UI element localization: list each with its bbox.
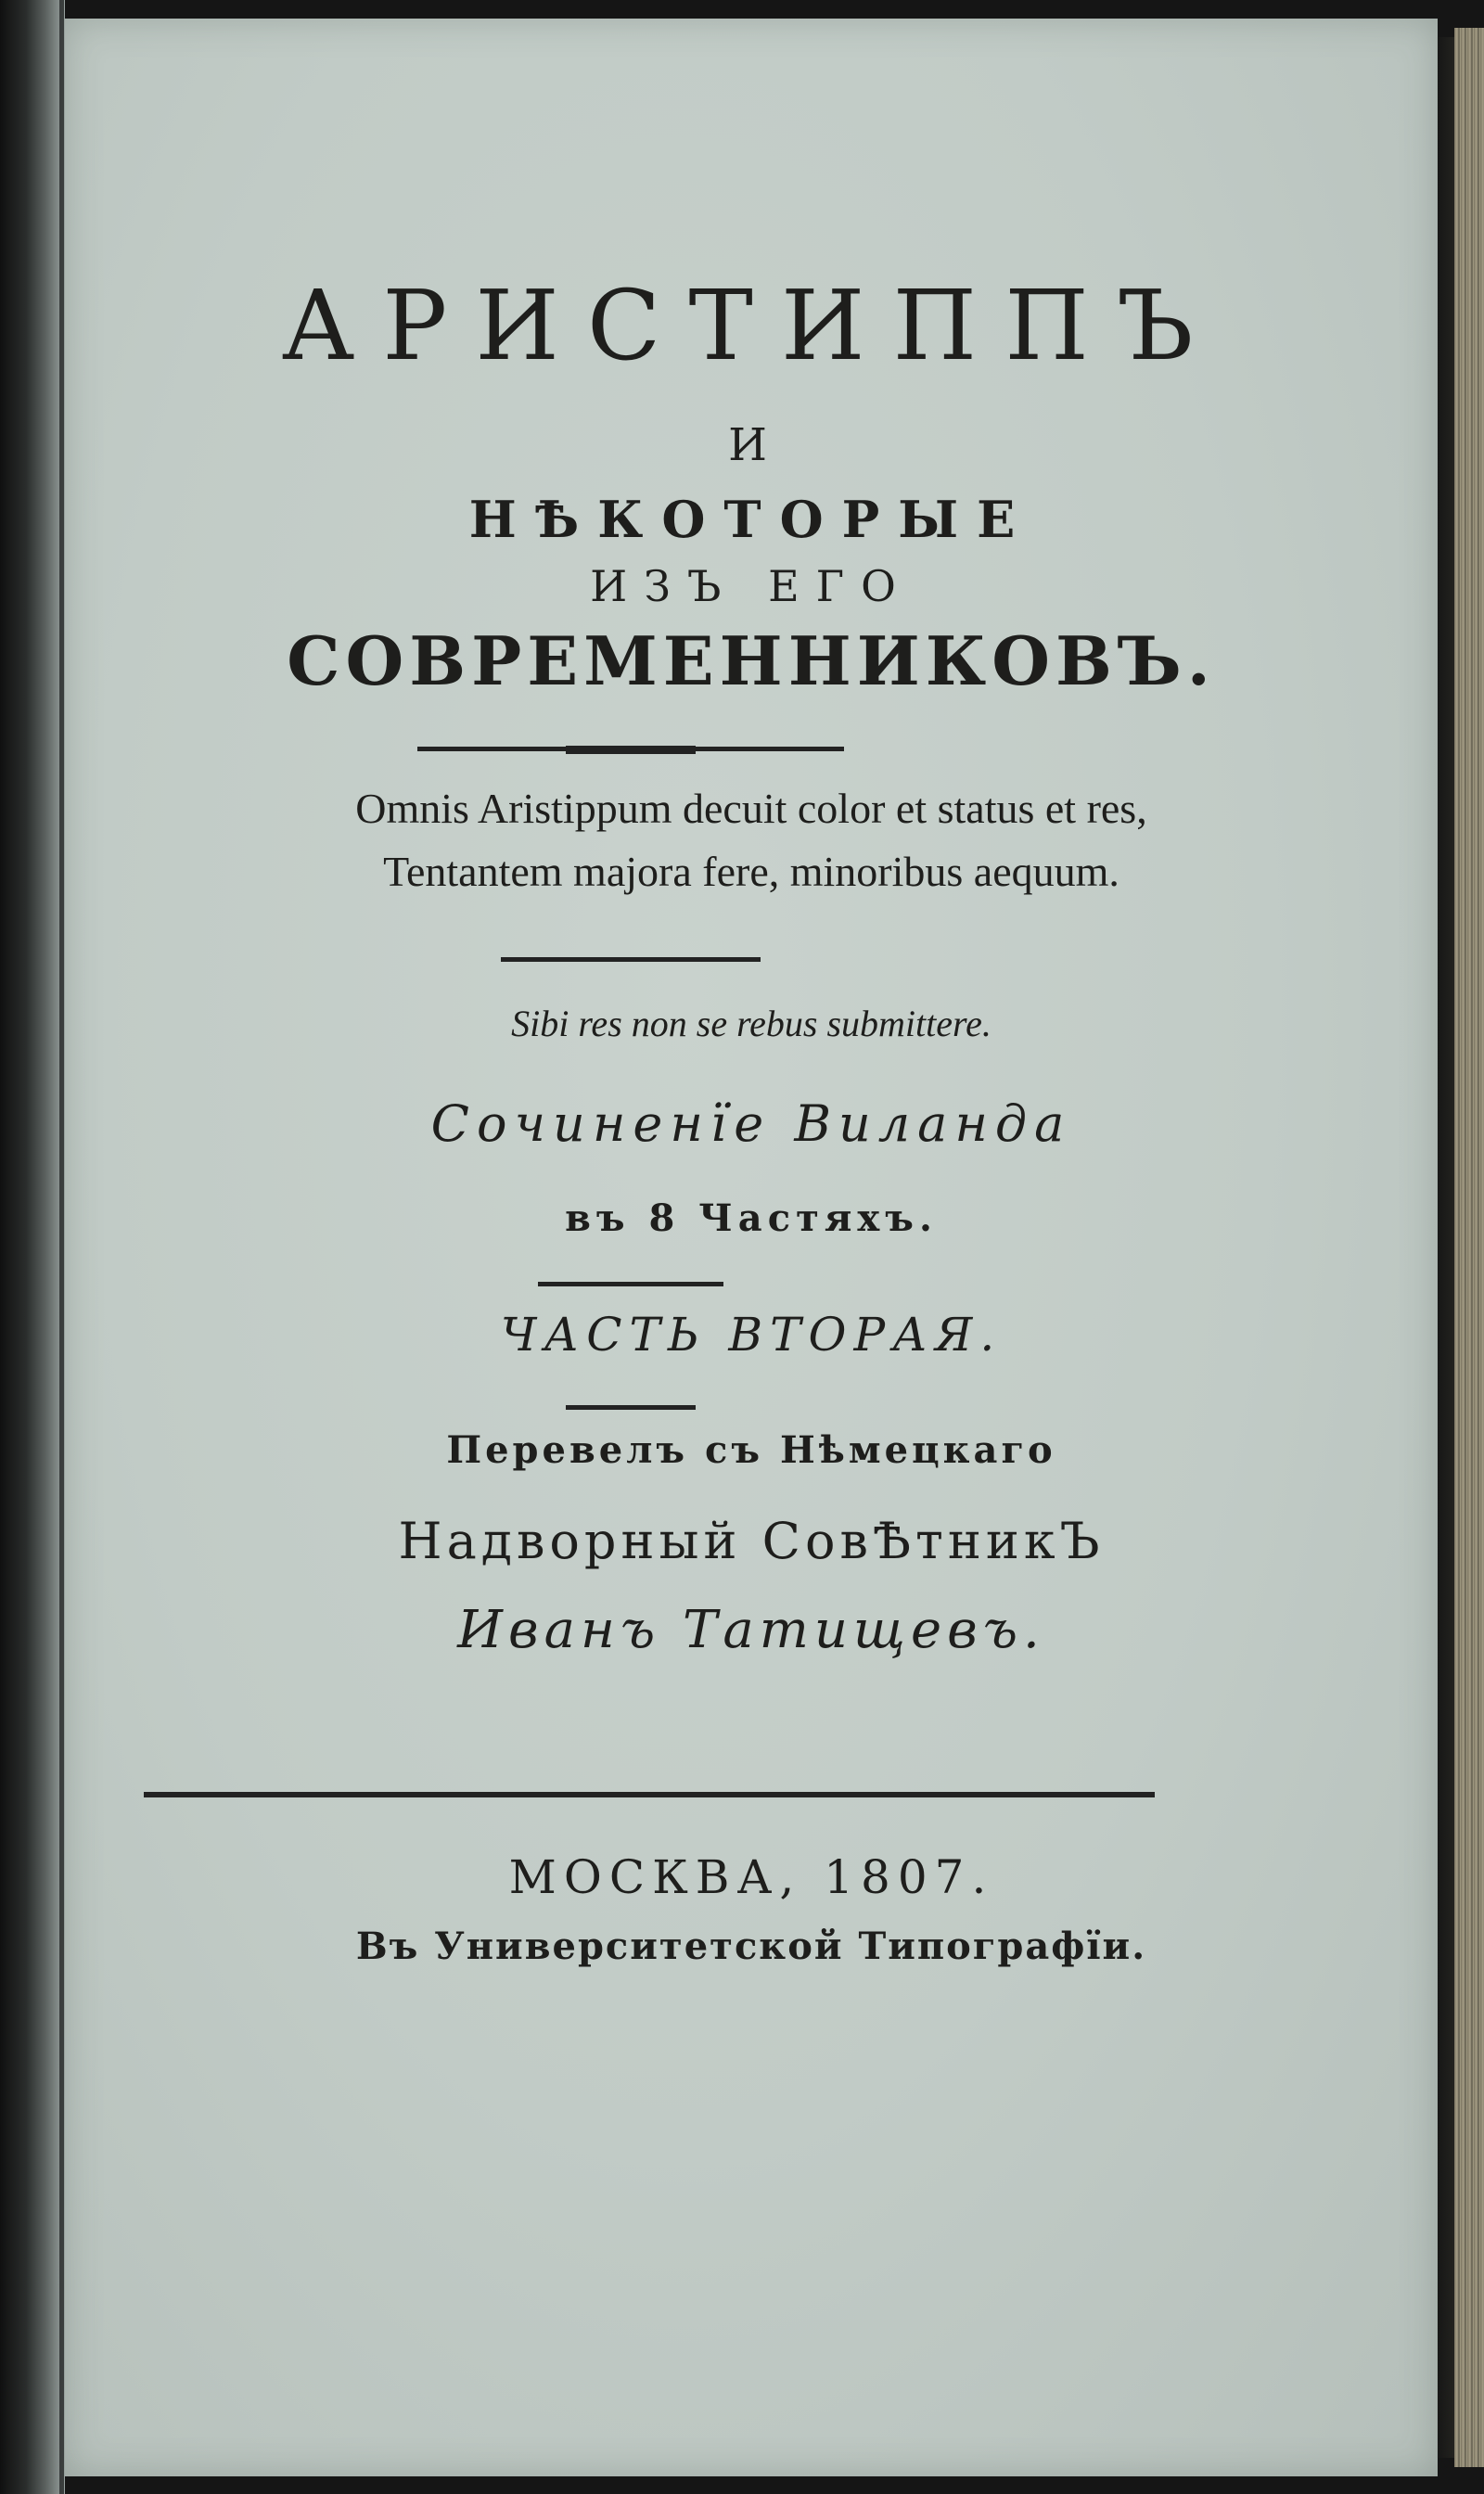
divider-rule [538, 1282, 723, 1286]
book-spine [0, 0, 65, 2494]
translator-name: Иванъ Татищевъ. [457, 1600, 1045, 1660]
imprint-rule [144, 1792, 1155, 1797]
title-line-contemporaries: СОВРЕМЕННИКОВЪ. [287, 621, 1216, 700]
divider-rule-center [566, 746, 696, 754]
parts-count: въ 8 Частяхъ. [565, 1196, 938, 1240]
divider-rule [501, 957, 761, 962]
book-title: АРИСТИППЪ [281, 269, 1222, 382]
title-line-some: НѢКОТОРЫЕ [468, 490, 1034, 549]
epigraph-line-1: Omnis Aristippum decuit color et status et res, [355, 785, 1147, 832]
work-attribution: Сочиненїе Виланда [430, 1094, 1072, 1153]
divider-rule [566, 1405, 696, 1410]
translator-rank: Надворный СовѢтникЪ [398, 1512, 1105, 1570]
page-edges [1454, 28, 1484, 2467]
motto: Sibi res non se rebus submittere. [511, 1003, 991, 1044]
title-page [65, 19, 1438, 2476]
imprint-press: Въ Университетской Типографїи. [355, 1925, 1147, 1968]
imprint-city-year: МОСКВА, 1807. [508, 1850, 994, 1904]
title-page-content [65, 19, 1438, 2476]
page-edge-shadow [1436, 37, 1454, 2458]
epigraph-line-2: Tentantem majora fere, minoribus aequum. [383, 848, 1119, 895]
title-line-of: ИЗЪ ЕГО [590, 561, 913, 611]
translation-note: Перевелъ съ Нѣмецкаго [446, 1428, 1056, 1472]
title-conjunction: И [728, 419, 774, 471]
volume-label: ЧАСТЬ ВТОРАЯ. [500, 1308, 1003, 1362]
spine-edge [59, 0, 64, 2494]
